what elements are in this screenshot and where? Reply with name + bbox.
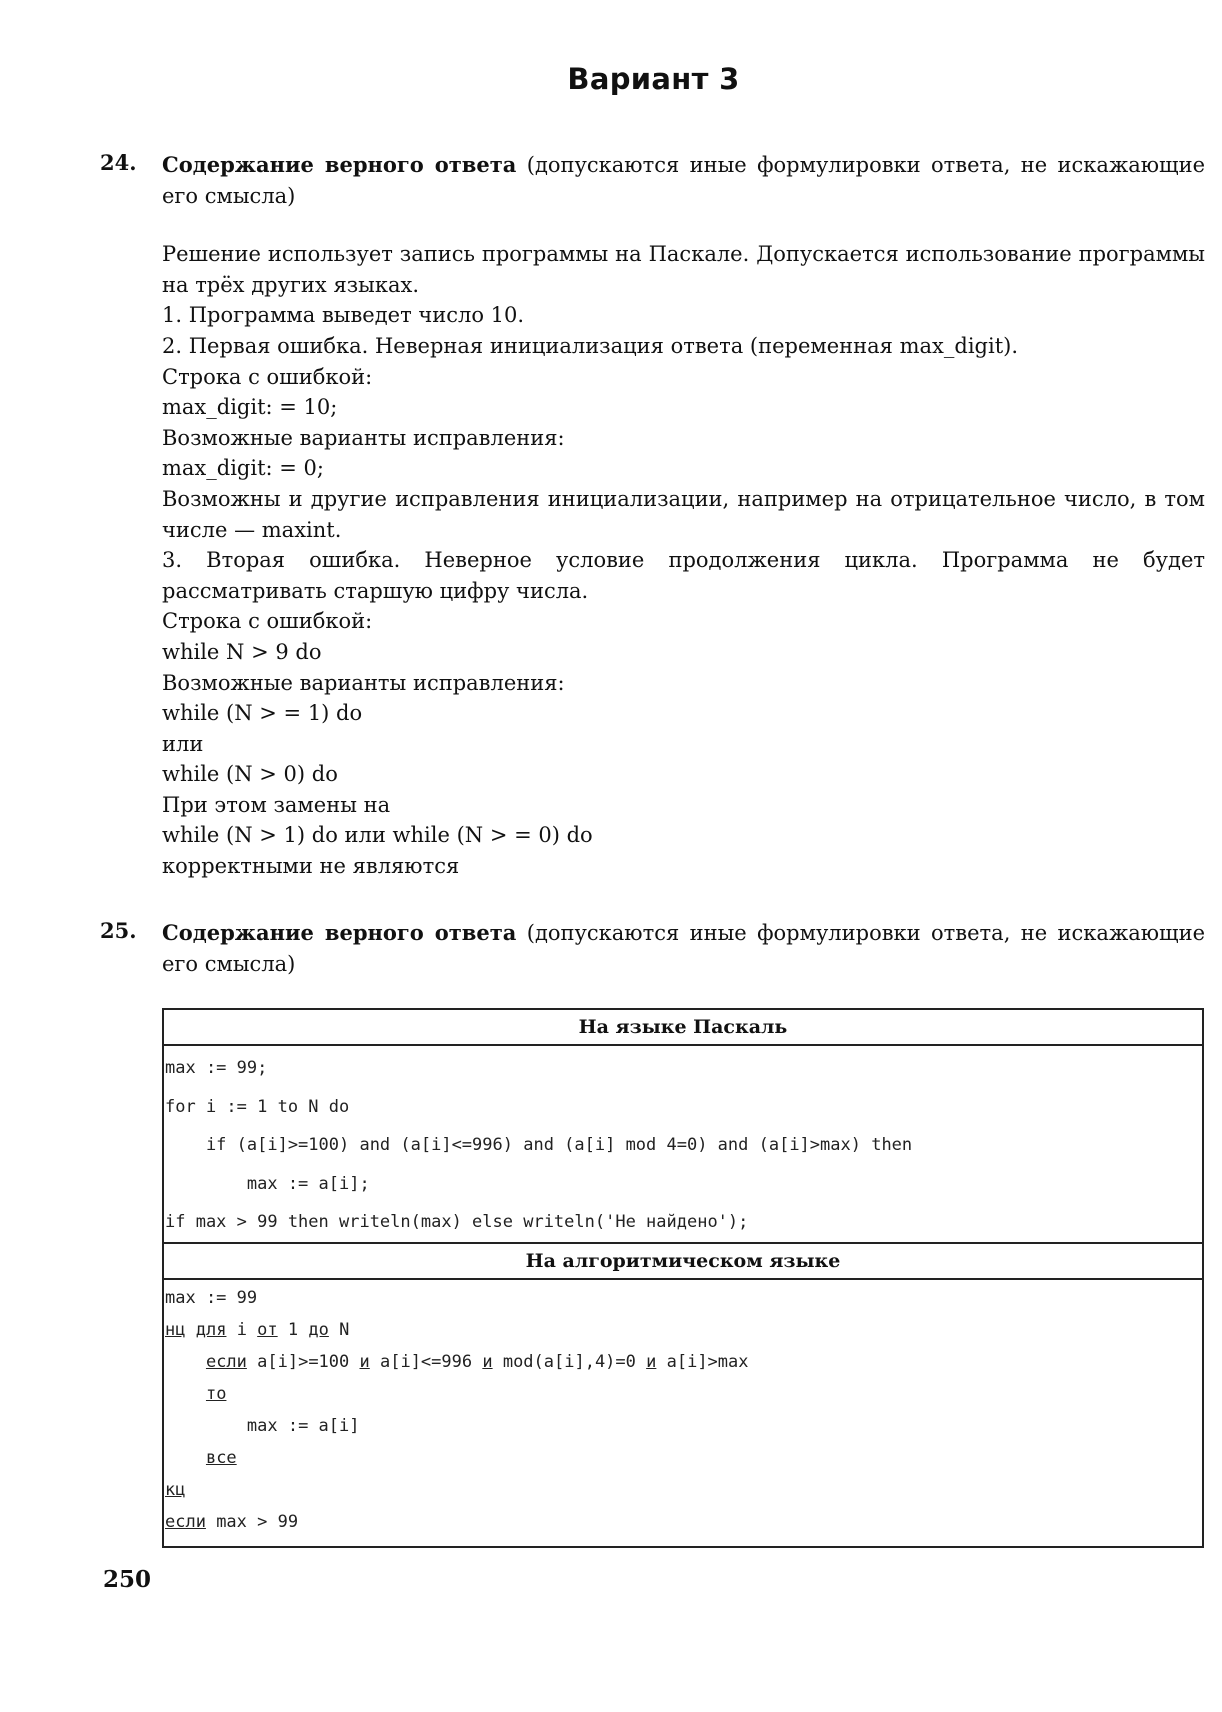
code-line: max := a[i];	[165, 1173, 370, 1194]
answer-line: Возможны и другие исправления инициализации, например на отрицательное число, в том числе — maxint.	[162, 486, 1205, 542]
code-line	[165, 1506, 1202, 1538]
answer-line: 1. Программа выведет число 10.	[162, 303, 525, 328]
answer-line: while N > 9 do	[162, 639, 322, 664]
code-line	[165, 1442, 1202, 1474]
keyword: и	[359, 1351, 370, 1372]
keyword: кц	[165, 1479, 186, 1500]
page-title: Вариант 3	[567, 62, 740, 96]
code-line: for i := 1 to N do	[165, 1096, 350, 1117]
code-line	[165, 1346, 1202, 1378]
keyword: для	[195, 1319, 227, 1340]
answer-line: корректными не являются	[162, 854, 460, 879]
code-text: 1	[277, 1319, 309, 1340]
answer-line: Возможные варианты исправления:	[162, 425, 565, 450]
code-table	[162, 1008, 1204, 1548]
code-text: N	[328, 1319, 350, 1340]
heading-bold: Содержание верного ответа	[162, 152, 517, 177]
code-text: max := a[i]	[246, 1415, 360, 1436]
answer-line: 2. Первая ошибка. Неверная инициализация ответа (переменная max_digit).	[162, 333, 1018, 358]
answer-line: max_digit: = 10;	[162, 395, 338, 420]
keyword: все	[205, 1447, 237, 1468]
pascal-code	[164, 1046, 1202, 1242]
heading-bold: Содержание верного ответа	[162, 920, 517, 945]
keyword: и	[646, 1351, 657, 1372]
heading-rest: (допускаются иные формулировки ответа, не искажающие его смысла)	[162, 921, 1206, 976]
keyword: нц	[165, 1319, 186, 1340]
answer-line: 3. Вторая ошибка. Неверное условие продолжения цикла. Программа не будет рассматривать старшую цифру числа.	[162, 548, 1205, 603]
code-line: if (a[i]>=100) and (a[i]<=996) and (a[i] mod 4=0) and (a[i]>max) then	[165, 1135, 913, 1155]
code-text: max > 99	[205, 1511, 299, 1532]
heading-rest: (допускаются иные формулировки ответа, не искажающие его смысла)	[162, 153, 1206, 208]
code-line	[165, 1474, 1202, 1506]
task-heading	[162, 918, 1205, 979]
answer-line: Строка с ошибкой:	[162, 364, 373, 389]
code-text: a[i]>max	[656, 1351, 749, 1372]
pascal-header: На языке Паскаль	[164, 1010, 1202, 1046]
task-number: 25.	[100, 918, 137, 943]
answer-line: Строка с ошибкой:	[162, 609, 373, 634]
code-text: a[i]>=100	[246, 1351, 360, 1372]
code-line: if max > 99 then writeln(max) else writeln('Не найдено');	[165, 1212, 749, 1232]
code-text: mod(a[i],4)=0	[492, 1351, 647, 1372]
code-text: i	[226, 1319, 258, 1340]
code-line: max := 99;	[165, 1058, 268, 1078]
answer-line: while (N > = 1) do	[162, 701, 363, 726]
algo-header: На алгоритмическом языке	[164, 1242, 1202, 1280]
code-line	[165, 1410, 1202, 1442]
answer-line: Возможные варианты исправления:	[162, 670, 565, 695]
answer-line: max_digit: = 0;	[162, 456, 324, 481]
code-text: a[i]<=996	[369, 1351, 483, 1372]
keyword: и	[482, 1351, 493, 1372]
answer-line: При этом замены на	[162, 792, 391, 817]
code-line: max := 99	[165, 1287, 258, 1308]
task-heading	[162, 150, 1205, 211]
task-number: 24.	[100, 150, 137, 175]
keyword: от	[257, 1319, 278, 1340]
code-line	[165, 1314, 1202, 1346]
code-line	[165, 1378, 1202, 1410]
algo-code	[164, 1280, 1202, 1538]
page-number: 250	[103, 1566, 152, 1593]
keyword: до	[308, 1319, 329, 1340]
keyword: то	[205, 1383, 227, 1404]
keyword: если	[165, 1511, 206, 1532]
answer-line: или	[162, 731, 204, 756]
answer-line: while (N > 0) do	[162, 762, 338, 787]
task-24	[100, 150, 1205, 882]
answer-line: Решение использует запись программы на Паскале. Допускается использование программы на трёх других языках.	[162, 242, 1205, 297]
answer-line: while (N > 1) do или while (N > = 0) do	[162, 823, 593, 848]
task-25	[100, 918, 1205, 979]
keyword: если	[205, 1351, 247, 1372]
